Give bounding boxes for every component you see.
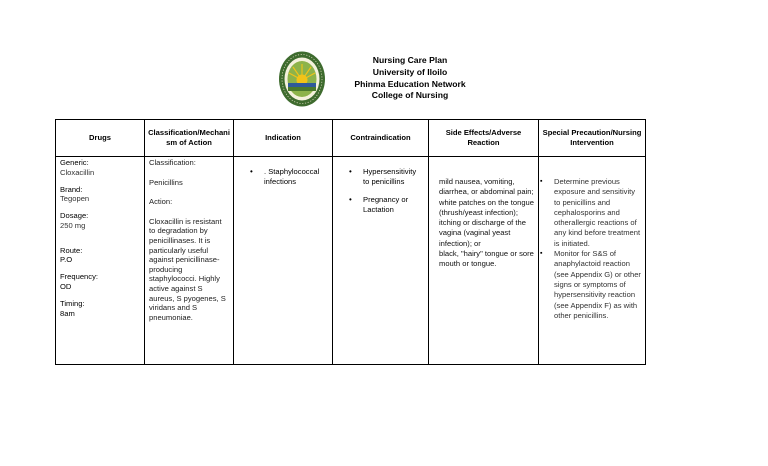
column-header-side-effects xyxy=(429,120,539,157)
dosage-value: 250 mg xyxy=(60,220,86,230)
indication-text: . Staphylococcal infections xyxy=(264,167,320,186)
brand-label: Brand: xyxy=(60,184,83,194)
generic-label: Generic: xyxy=(60,158,89,167)
square-bullet-icon: ▪ xyxy=(540,178,543,185)
university-seal-logo xyxy=(278,50,326,108)
document-header xyxy=(340,55,480,102)
column-header-special-line1: Special Precaution/Nursing xyxy=(542,127,642,137)
header-title: Nursing Care Plan xyxy=(372,55,448,65)
route-label: Route: xyxy=(60,245,83,255)
route-value: P.O xyxy=(60,255,73,265)
side-effect-item: white patches on the tongue (thrush/yeast infection); xyxy=(439,197,534,217)
column-header-classification-line2: sm of Action xyxy=(166,138,212,147)
column-header-classification xyxy=(145,120,234,157)
column-header-side-effects-line2: Reaction xyxy=(467,138,500,147)
indication-cell xyxy=(234,157,333,365)
nursing-care-plan-table xyxy=(55,119,646,365)
contraindication-item xyxy=(347,167,424,186)
frequency-label: Frequency: xyxy=(60,272,98,282)
header-network: Phinma Education Network xyxy=(354,78,466,89)
table-row xyxy=(56,157,646,365)
dosage-label: Dosage: xyxy=(60,211,89,221)
side-effects-cell xyxy=(429,157,539,365)
classification-value: Penicillins xyxy=(149,177,183,187)
indication-item xyxy=(248,167,328,186)
action-text: Cloxacillin is resistant to degradation by penicillinases. It is particularly useful against penicillinase-producing staphylococci. Highly active against S aureus, S pyogenes, S viridans and S pneumoniae. xyxy=(149,216,226,322)
contraindication-text: Hypersensitivity to penicillins xyxy=(363,167,417,186)
side-effect-item: mild nausea, vomiting, diarrhea, or abdominal pain; xyxy=(439,177,534,197)
contraindication-cell xyxy=(333,157,429,365)
timing-value: 8am xyxy=(60,308,75,318)
side-effect-item: black, "hairy" tongue or sore mouth or tongue. xyxy=(439,249,534,269)
precaution-text: Determine previous exposure and sensitivity to penicillins and cephalosporins and otherallergic reactions of any kind before treatment is initiated. xyxy=(554,177,641,248)
square-bullet-icon: ▪ xyxy=(540,250,543,258)
classification-label: Classification: xyxy=(149,158,196,167)
precaution-text: Monitor for S&S of anaphylactoid reaction (see Appendix G) or other signs or symptoms of hypersensitivity reaction (see Appendix F) as with other penicillins. xyxy=(554,249,641,320)
brand-value: Tegopen xyxy=(60,194,90,204)
generic-value: Cloxacillin xyxy=(60,167,95,177)
column-header-drugs: Drugs xyxy=(56,120,145,157)
header-university: University of Iloilo xyxy=(372,66,448,77)
precaution-item xyxy=(539,249,641,321)
timing-label: Timing: xyxy=(60,298,85,308)
drugs-cell xyxy=(56,157,145,365)
column-header-indication: Indication xyxy=(234,120,333,157)
column-header-special-precaution xyxy=(539,120,646,157)
action-label: Action: xyxy=(149,197,173,207)
classification-cell xyxy=(145,157,234,365)
column-header-side-effects-line1: Side Effects/Adverse xyxy=(445,127,522,137)
column-header-classification-line1: Classification/Mechani xyxy=(148,127,230,137)
bullet-icon: • xyxy=(349,167,352,176)
header-college: College of Nursing xyxy=(371,90,449,101)
contraindication-text: Pregnancy or Lactation xyxy=(363,195,409,214)
column-header-contraindication: Contraindication xyxy=(333,120,429,157)
table-header-row xyxy=(56,120,646,157)
bullet-icon: • xyxy=(250,167,253,176)
precaution-item xyxy=(539,177,641,249)
special-precaution-cell xyxy=(539,157,646,365)
contraindication-item xyxy=(347,195,424,214)
column-header-special-line2: Intervention xyxy=(570,138,614,147)
bullet-icon: • xyxy=(349,195,352,205)
frequency-value: OD xyxy=(60,281,72,291)
side-effect-item: itching or discharge of the vagina (vaginal yeast infection); or xyxy=(439,218,526,248)
